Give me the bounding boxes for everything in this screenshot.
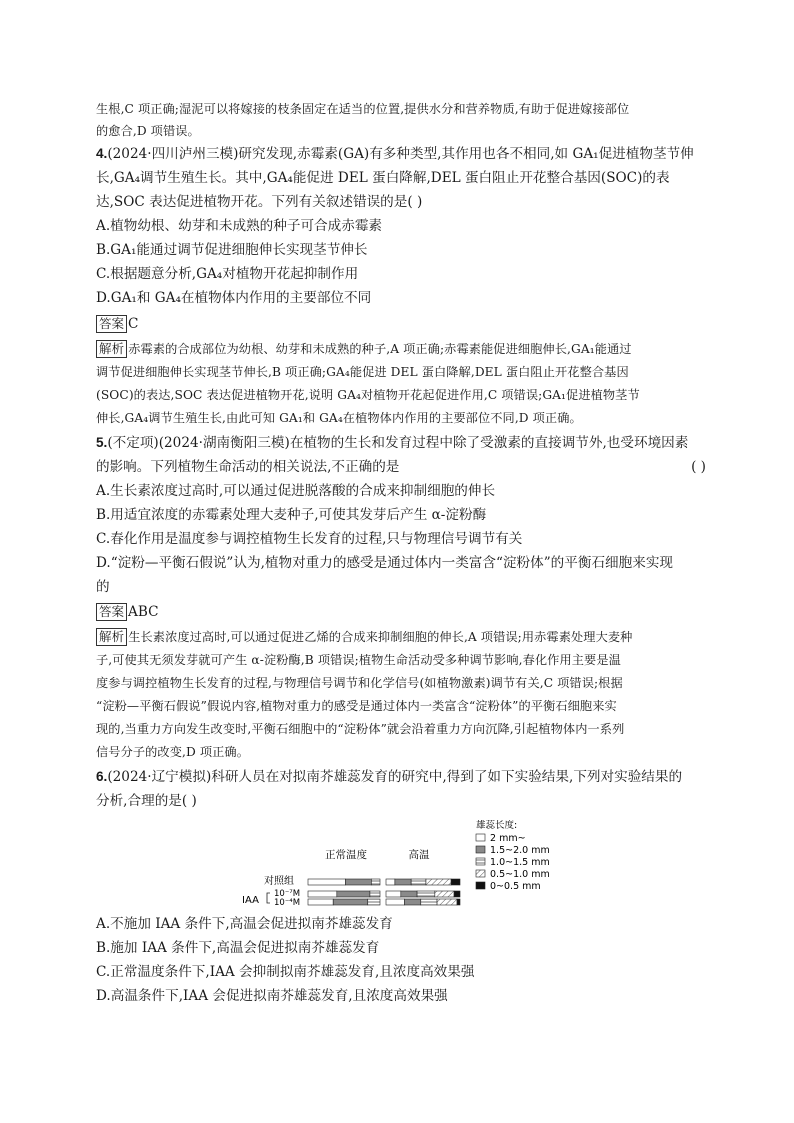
question-4-line-3: 达,SOC 表达促进植物开花。下列有关叙述错误的是( ) [96, 194, 423, 210]
answer-line [96, 314, 706, 334]
bar-segment [370, 891, 380, 897]
option-a: A.生长素浓度过高时,可以通过促进脱落酸的合成来抑制细胞的伸长 [96, 483, 496, 499]
bar-segment [401, 891, 417, 897]
explanation-line: 伸长,GA₄调节生殖生长,由此可知 GA₁和 GA₄在植物体内作用的主要部位不同,D 项正确。 [96, 411, 582, 425]
option-c: C.春化作用是温度参与调控植物生长发育的过程,只与物理信号调节有关 [96, 531, 523, 547]
explanation-line: 子,可使其无须发芽就可产生 α-淀粉酶,B 项错误;植物生命活动受多种调节影响,春化作用主要是温 [96, 653, 621, 667]
explanation-line: 现的,当重力方向发生改变时,平衡石细胞中的“淀粉体”就会沿着重力方向沉降,引起植物体内一系列 [96, 722, 625, 736]
bar-segment [308, 899, 333, 905]
legend-swatch [476, 858, 485, 865]
bar-segment [368, 899, 380, 905]
bar-segment [417, 891, 435, 897]
question-6-line-2: 分析,合理的是( ) [96, 793, 197, 809]
question-text: (不定项)(2024·湖南衡阳三模)在植物的生长和发育过程中除了受激素的直接调节外,也受环境因素 [107, 435, 689, 451]
legend-swatch [476, 834, 485, 841]
bar-segment [337, 891, 370, 897]
explanation-line [96, 627, 706, 647]
explanation-line: 信号分子的改变,D 项正确。 [96, 745, 249, 759]
answer-value: C [128, 316, 139, 332]
row-label-control: 对照组 [264, 876, 294, 887]
legend-swatch [476, 870, 485, 877]
row-label-high: 10⁻⁴M [274, 898, 301, 908]
bar-segment [457, 899, 460, 905]
question-5-line-1 [96, 433, 706, 453]
question-4-line-1 [96, 144, 706, 164]
question-number: 4. [96, 146, 108, 161]
legend-label: 0.5~1.0 mm [490, 869, 550, 880]
question-text: 的影响。下列植物生命活动的相关说法,不正确的是 [96, 459, 400, 475]
legend-swatch [476, 846, 485, 853]
legend-label: 0~0.5 mm [490, 881, 541, 892]
bar-segment [386, 899, 405, 905]
option-c: C.正常温度条件下,IAA 会抑制拟南芥雄蕊发育,且浓度高效果强 [96, 964, 475, 980]
explanation-line: 调节促进细胞伸长实现茎节伸长,B 项正确;GA₄能促进 DEL 蛋白降解,DEL 蛋白阻止开花整合基因 [96, 365, 629, 379]
stamen-length-chart [236, 820, 566, 910]
legend-title: 雄蕊长度: [476, 820, 518, 831]
column-header-high: 高温 [408, 849, 430, 861]
row-label-iaa: IAA [242, 895, 259, 906]
bar-segment [411, 879, 426, 885]
bar-segment [405, 899, 421, 905]
question-text: (2024·辽宁模拟)科研人员在对拟南芥雄蕊发育的研究中,得到了如下实验结果,下列对实验结果的 [107, 769, 683, 785]
explanation-line [96, 339, 706, 359]
bar-segment [386, 891, 401, 897]
bar-segment [345, 879, 371, 885]
answer-tag: 答案 [96, 315, 127, 333]
iaa-bracket [267, 893, 270, 903]
legend-label: 1.5~2.0 mm [490, 845, 550, 856]
answer-paren: ( ) [691, 459, 706, 475]
legend-label: 2 mm~ [490, 833, 526, 844]
explanation-line: “淀粉—平衡石假说”假说内容,植物对重力的感受是通过体内一类富含“淀粉体”的平衡石细胞来实 [96, 699, 617, 713]
answer-tag: 答案 [96, 603, 127, 621]
column-header-normal: 正常温度 [325, 849, 367, 861]
option-d-line-1: D.“淀粉—平衡石假说”认为,植物对重力的感受是通过体内一类富含“淀粉体”的平衡石细胞来实现 [96, 555, 674, 571]
bar-segment [386, 879, 395, 885]
bar-segment [451, 879, 460, 885]
question-4-line-2: 长,GA₄调节生殖生长。其中,GA₄能促进 DEL 蛋白降解,DEL 蛋白阻止开花整合基因(SOC)的表 [96, 170, 670, 186]
legend-swatch [476, 882, 485, 889]
option-d: D.高温条件下,IAA 会促进拟南芥雄蕊发育,且浓度高效果强 [96, 988, 448, 1004]
option-b: B.用适宜浓度的赤霉素处理大麦种子,可使其发芽后产生 α-淀粉酶 [96, 507, 487, 523]
row-label-low: 10⁻⁷M [274, 889, 301, 899]
option-a: A.植物幼根、幼芽和未成熟的种子可合成赤霉素 [96, 218, 383, 234]
question-number: 5. [96, 435, 108, 450]
bar-segment [333, 899, 368, 905]
text-line: 的愈合,D 项错误。 [96, 124, 200, 138]
legend-label: 1.0~1.5 mm [490, 857, 550, 868]
bar-segment [308, 891, 337, 897]
answer-line [96, 602, 706, 622]
option-d: D.GA₁和 GA₄在植物体内作用的主要部位不同 [96, 290, 372, 306]
bar-segment [371, 879, 380, 885]
bar-segment [437, 899, 457, 905]
bar-segment [395, 879, 411, 885]
option-b: B.GA₁能通过调节促进细胞伸长实现茎节伸长 [96, 242, 368, 258]
question-5-line-2 [96, 457, 706, 477]
explanation-text: 生长素浓度过高时,可以通过促进乙烯的合成来抑制细胞的伸长,A 项错误;用赤霉素处理大麦种 [128, 630, 633, 644]
option-b: B.施加 IAA 条件下,高温会促进拟南芥雄蕊发育 [96, 940, 380, 956]
explanation-tag: 解析 [96, 628, 127, 646]
explanation-line: 度参与调控植物生长发育的过程,与物理信号调节和化学信号(如植物激素)调节有关,C 项错误;根据 [96, 676, 623, 690]
question-6-line-1 [96, 767, 706, 787]
explanation-text: 赤霉素的合成部位为幼根、幼芽和未成熟的种子,A 项正确;赤霉素能促进细胞伸长,GA₁能通过 [128, 342, 632, 356]
option-c: C.根据题意分析,GA₄对植物开花起抑制作用 [96, 266, 359, 282]
explanation-tag: 解析 [96, 340, 127, 358]
answer-value: ABC [128, 604, 159, 620]
explanation-line: (SOC)的表达,SOC 表达促进植物开花,说明 GA₄对植物开花起促进作用,C 项错误;GA₁促进植物茎节 [96, 388, 640, 402]
option-d-line-2: 的 [96, 579, 110, 595]
question-number: 6. [96, 769, 108, 784]
question-text: (2024·四川泸州三模)研究发现,赤霉素(GA)有多种类型,其作用也各不相同,如 GA₁促进植物茎节伸 [107, 146, 694, 162]
bar-segment [454, 891, 460, 897]
bar-segment [435, 891, 454, 897]
option-a: A.不施加 IAA 条件下,高温会促进拟南芥雄蕊发育 [96, 916, 393, 932]
bar-segment [308, 879, 345, 885]
text-line: 生根,C 项正确;湿泥可以将嫁接的枝条固定在适当的位置,提供水分和营养物质,有助于促进嫁接部位 [96, 102, 630, 116]
bar-segment [421, 899, 437, 905]
bar-segment [426, 879, 451, 885]
